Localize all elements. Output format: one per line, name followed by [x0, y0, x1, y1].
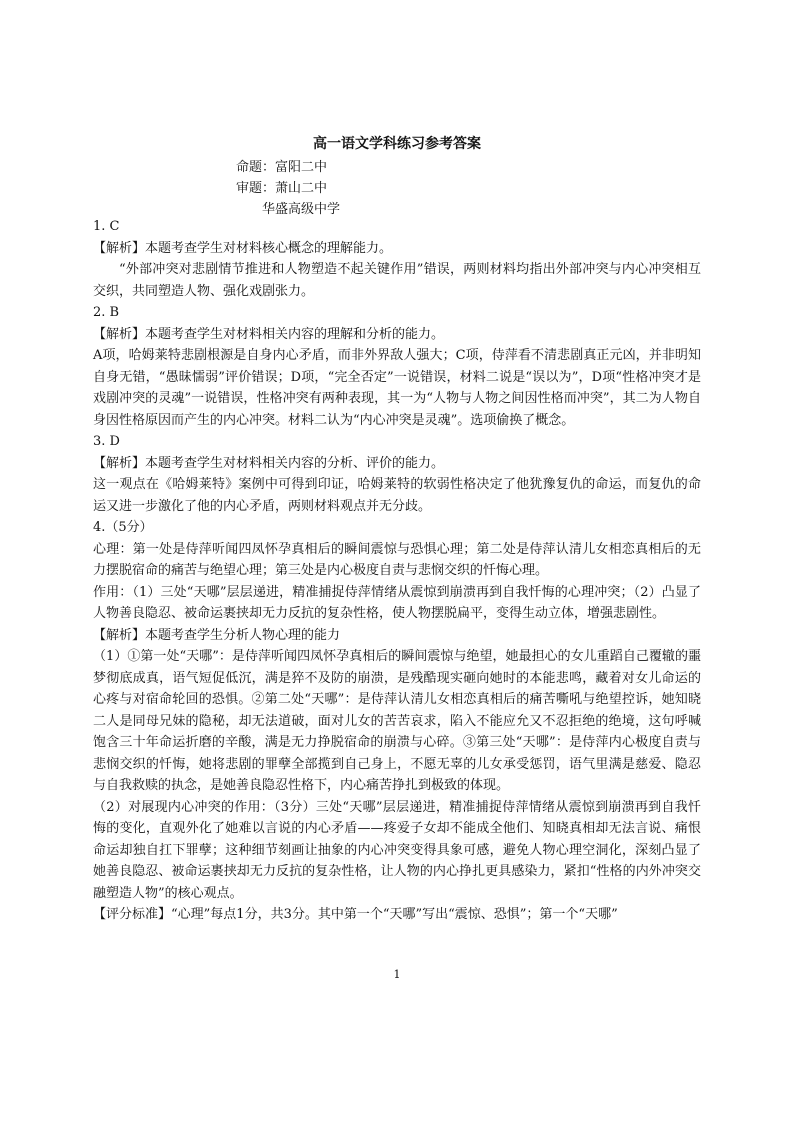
explanation-1: “外部冲突对悲剧情节推进和人物塑造不起关键作用”错误，两则材料均指出外部冲突与内心冲突相互交织，共同塑造人物、强化戏剧张力。	[93, 262, 701, 299]
answer-4-function: 作用：（1）三处“天哪”层层递进，精准捕捉侍萍情绪从震惊到崩溃再到自我忏悔的心理冲突；（2）凸显了人物善良隐忍、被命运裹挟却无力反抗的复杂性格，使人物摆脱扁平，变得生动立体，增强悲剧性。	[93, 584, 701, 621]
analysis-1: 【解析】本题考查学生对材料核心概念的理解能力。	[93, 240, 393, 256]
explanation-3: 这一观点在《哈姆莱特》案例中可得到印证，哈姆莱特的软弱性格决定了他犹豫复仇的命运，而复仇的命运又进一步激化了他的内心矛盾，两则材料观点并无分歧。	[93, 477, 701, 514]
analysis-3: 【解析】本题考查学生对材料相关内容的分析、评价的能力。	[93, 455, 445, 471]
answer-2: 2. B	[93, 305, 120, 320]
answer-1: 1. C	[93, 219, 120, 234]
page-number: 1	[393, 968, 401, 981]
meta-reviewer-2: 华盛高级中学	[262, 202, 341, 217]
scoring-criteria: 【评分标准】“心理”每点1分，共3分。其中第一个“天哪”写出“震惊、恐惧”；第一个“天哪”	[93, 907, 618, 922]
answer-4: 4.（5分）	[93, 520, 153, 535]
analysis-2: 【解析】本题考查学生对材料相关内容的理解和分析的能力。	[93, 326, 445, 342]
answer-content	[93, 216, 701, 926]
meta-setter: 命题：富阳二中	[236, 160, 328, 175]
meta-reviewer: 审题：萧山二中	[236, 181, 328, 196]
analysis-4: 【解析】本题考查学生分析人物心理的能力	[93, 627, 341, 643]
analysis-4-part-1: （1）①第一处“天哪”：是侍萍听闻四凤怀孕真相后的瞬间震惊与绝望，她最担心的女儿重蹈自己覆辙的噩梦彻底成真，语气短促低沉，满是猝不及防的崩溃，是残酷现实砸向她时的本能悲鸣，藏着对女儿命运的心疼与对宿命轮回的恐惧。②第二处“天哪”：是侍萍认清儿女相恋真相后的痛苦嘶吼与绝望控诉，她知晓二人是同母兄妹的隐秘，却无法道破，面对儿女的苦苦哀求，陷入不能应允又不忍拒绝的绝境，这句呼喊饱含三十年命运折磨的辛酸，满是无力挣脱宿命的崩溃与心碎。③第三处“天哪”：是侍萍内心极度自责与悲悯交织的忏悔，她将悲剧的罪孽全部揽到自己身上，不愿无辜的儿女承受惩罚，语气里满是慈爱、隐忍与自我救赎的执念，是她善良隐忍性格下，内心痛苦挣扎到极致的体现。	[93, 649, 701, 793]
page-title: 高一语文学科练习参考答案	[313, 136, 481, 152]
explanation-2: A项，哈姆莱特悲剧根源是自身内心矛盾，而非外界敌人强大；C项，侍萍看不清悲剧真正元凶，并非明知自身无错，“愚昧懦弱”评价错误；D项，“完全否定”一说错误，材料二说是“误以为”，D项“性格冲突才是戏剧冲突的灵魂”一说错误，性格冲突有两种表现，其一为“人物与人物之间因性格而冲突”，其二为人物自身因性格原因而产生的内心冲突。材料二认为“内心冲突是灵魂”。选项偷换了概念。	[93, 348, 701, 428]
answer-4-psychology: 心理：第一处是侍萍听闻四凤怀孕真相后的瞬间震惊与恐惧心理；第二处是侍萍认清儿女相恋真相后的无力摆脱宿命的痛苦与绝望心理；第三处是内心极度自责与悲悯交织的忏悔心理。	[93, 541, 701, 578]
analysis-4-part-2: （2）对展现内心冲突的作用：（3分）三处“天哪”层层递进，精准捕捉侍萍情绪从震惊到崩溃再到自我忏悔的变化，直观外化了她难以言说的内心矛盾——疼爱子女却不能成全他们、知晓真相却无法言说、痛恨命运却独自扛下罪孽；这种细节刻画让抽象的内心冲突变得具象可感，避免人物心理空洞化，深刻凸显了她善良隐忍、被命运裹挟却无力反抗的复杂性格，让人物的内心挣扎更具感染力，紧扣“性格的内外冲突交融塑造人物”的核心观点。	[93, 799, 701, 901]
answer-3: 3. D	[93, 434, 120, 449]
